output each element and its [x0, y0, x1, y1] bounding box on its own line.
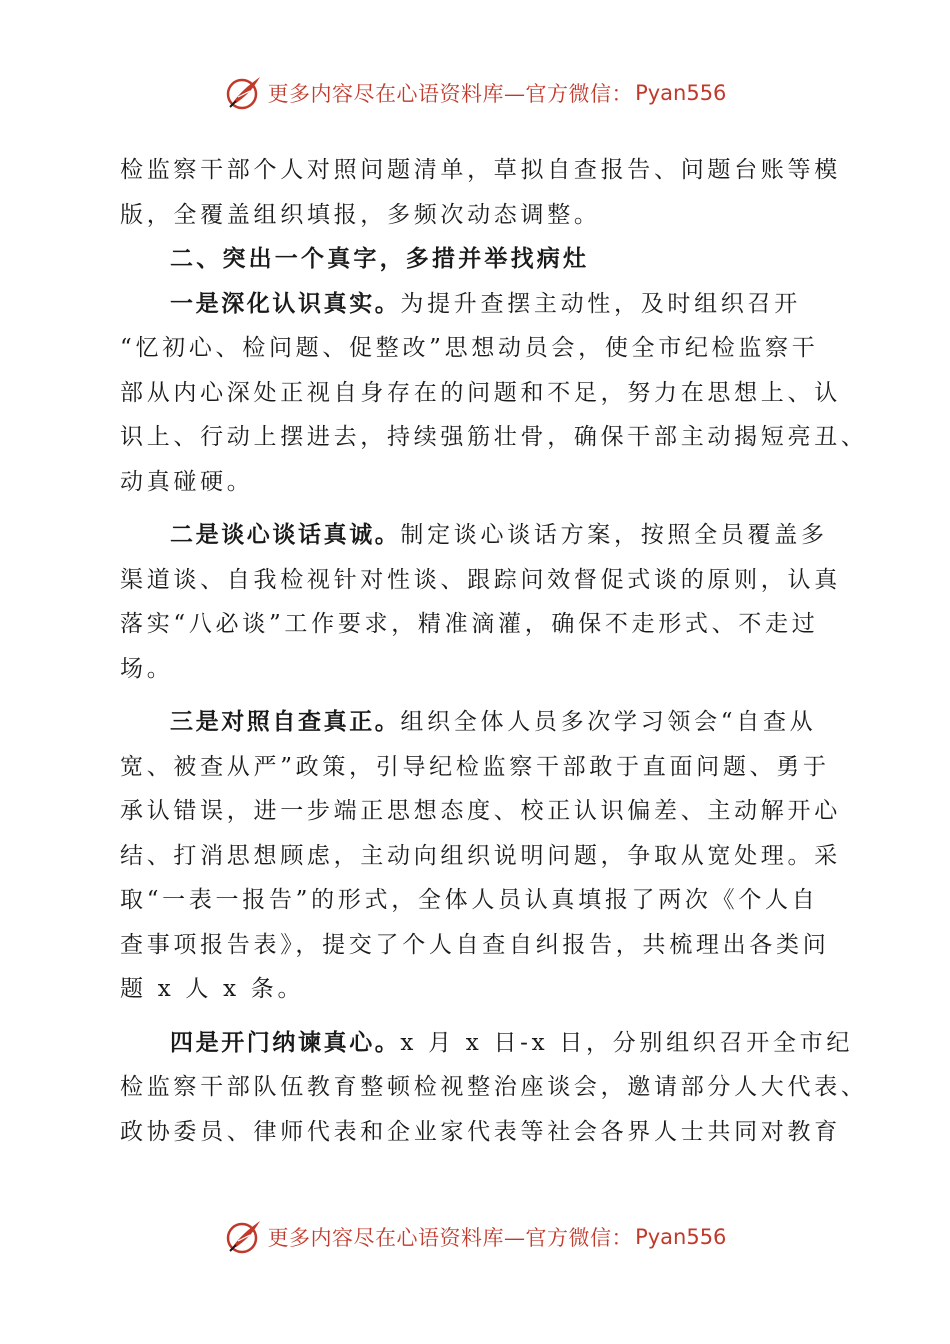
footer-banner [0, 1214, 950, 1260]
paragraph-4-line-2: 检监察干部队伍教育整顿检视整治座谈会，邀请部分人大代表、 [120, 1074, 868, 1100]
brand-text: 更多内容尽在心语资料库—官方微信： [267, 82, 634, 106]
paragraph-1-line-1: 为提升查摆主动性，及时组织召开 [400, 290, 801, 317]
paragraph-1-lead: 一是深化认识真实。 [170, 290, 401, 317]
wechat-id: Pyan556 [635, 81, 727, 105]
paragraph-3-lead: 三是对照自查真正。 [170, 709, 401, 735]
header-banner [0, 70, 950, 116]
paragraph-2-line-2: 渠道谈、自我检视针对性谈、跟踪问效督促式谈的原则，认真 [120, 566, 841, 593]
paragraph-3-line-7: 题 x 人 x 条。 [120, 976, 305, 1002]
paragraph-1 [120, 282, 868, 505]
paragraph-1-line-3: 部从内心深处正视自身存在的问题和不足，努力在思想上、认 [120, 379, 841, 406]
paragraph-3-line-3: 承认错误，进一步端正思想态度、校正认识偏差、主动解开心 [120, 798, 841, 824]
paragraph-4-lead: 四是开门纳谏真心。 [170, 1029, 401, 1056]
paragraph-3-line-6: 查事项报告表》，提交了个人自查自纠报告，共梳理出各类问 [120, 931, 830, 958]
paragraph-3-line-1: 组织全体人员多次学习领会“自查从 [400, 709, 817, 735]
paragraph-2-line-4: 场。 [120, 655, 174, 682]
paragraph-2-line-3: 落实“八必谈”工作要求，精准滴灌，确保不走形式、不走过 [120, 611, 819, 637]
quill-pen-logo-icon [224, 73, 264, 113]
paragraph-1-line-2: “忆初心、检问题、促整改”思想动员会，使全市纪检监察干 [120, 335, 819, 361]
paragraph-1-line-5: 动真碰硬。 [120, 468, 254, 495]
intro-line-2: 版，全覆盖组织填报，多频次动态调整。 [120, 201, 601, 228]
document-body [120, 148, 868, 1154]
paragraph-4-line-3: 政协委员、律师代表和企业家代表等社会各界人士共同对教育 [120, 1118, 841, 1145]
paragraph-4 [120, 1021, 868, 1155]
paragraph-1-line-4: 识上、行动上摆进去，持续强筋壮骨，确保干部主动揭短亮丑、 [120, 424, 868, 450]
paragraph-3 [120, 700, 841, 1012]
paragraph-2 [120, 513, 841, 691]
paragraph-3-line-2: 宽、被查从严”政策，引导纪检监察干部敢于直面问题、勇于 [120, 753, 830, 780]
quill-pen-logo-icon [224, 1217, 264, 1257]
section-heading: 二、突出一个真字，多措并举找病灶 [170, 246, 590, 272]
intro-line-1: 检监察干部个人对照问题清单，草拟自查报告、问题台账等模 [120, 157, 841, 183]
paragraph-3-line-4: 结、打消思想顾虑，主动向组织说明问题，争取从宽处理。采 [120, 842, 841, 869]
paragraph-2-line-1: 制定谈心谈话方案，按照全员覆盖多 [400, 522, 828, 548]
brand-text: 更多内容尽在心语资料库—官方微信： [267, 1226, 634, 1250]
wechat-id: Pyan556 [635, 1225, 727, 1249]
paragraph-2-lead: 二是谈心谈话真诚。 [170, 522, 401, 548]
paragraph-3-line-5: 取“一表一报告”的形式，全体人员认真填报了两次《个人自 [120, 887, 819, 913]
paragraph-4-line-1: x 月 x 日-x 日，分别组织召开全市纪 [400, 1029, 854, 1056]
